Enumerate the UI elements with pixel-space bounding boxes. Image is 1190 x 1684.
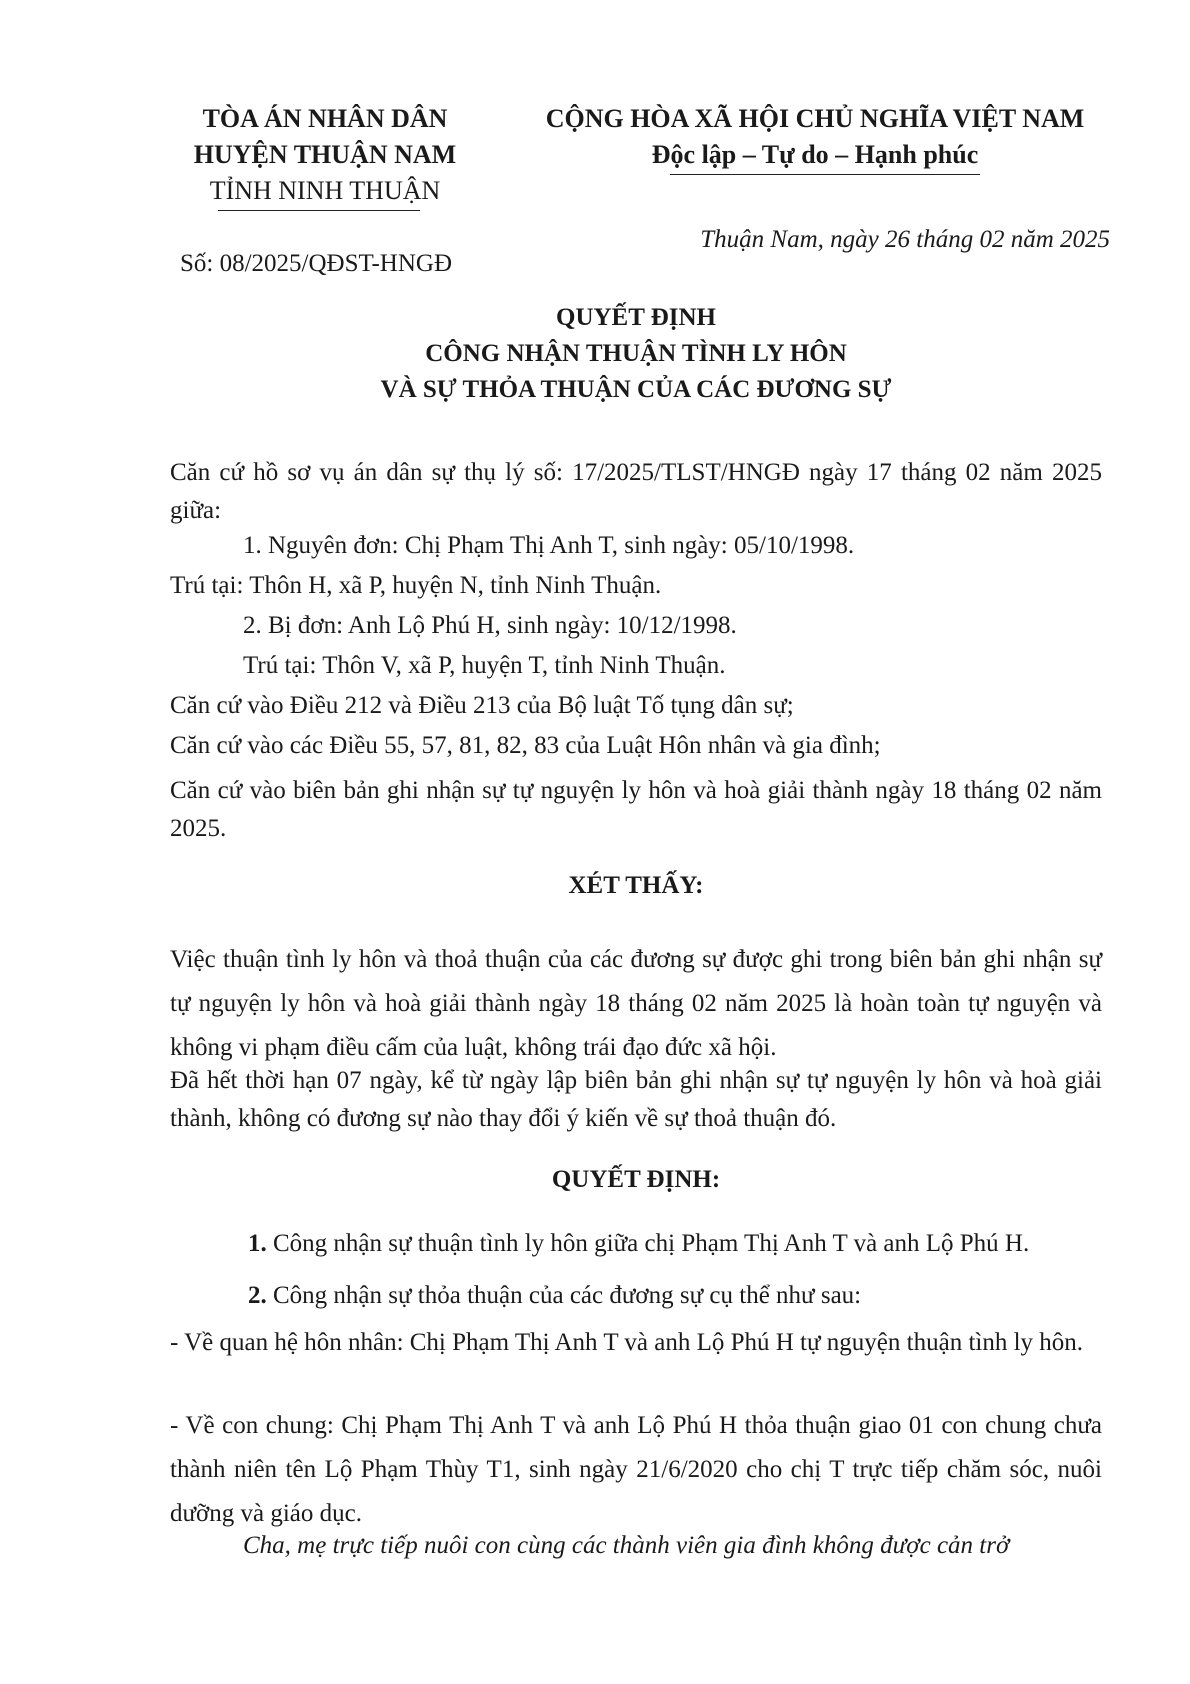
decision-item-1-number: 1.: [248, 1230, 267, 1257]
decision-item-1: [248, 1230, 1029, 1258]
decision-marriage: - Về quan hệ hôn nhân: Chị Phạm Thị Anh T và anh Lộ Phú H tự nguyện thuận tình ly hôn.: [170, 1329, 1084, 1356]
decision-heading: QUYẾT ĐỊNH:: [551, 1166, 721, 1193]
court-name-line1: TÒA ÁN NHÂN DÂN: [202, 104, 448, 133]
findings-heading: XÉT THẤY:: [568, 872, 704, 899]
document-subtitle-2: VÀ SỰ THỎA THUẬN CỦA CÁC ĐƯƠNG SỰ: [380, 376, 892, 403]
place-date: Thuận Nam, ngày 26 tháng 02 năm 2025: [700, 226, 1110, 253]
basis-law-2: Căn cứ vào các Điều 55, 57, 81, 82, 83 của Luật Hôn nhân và gia đình;: [170, 732, 881, 759]
basis-case-file: Căn cứ hồ sơ vụ án dân sự thụ lý số: 17/2025/TLST/HNGĐ ngày 17 tháng 02 năm 2025 giữa:: [170, 459, 1102, 524]
document-title: QUYẾT ĐỊNH: [556, 304, 716, 331]
court-province: TỈNH NINH THUẬN: [209, 176, 441, 205]
defendant-info: 2. Bị đơn: Anh Lộ Phú H, sinh ngày: 10/12/1998.: [243, 612, 737, 639]
document-subtitle-1: CÔNG NHẬN THUẬN TÌNH LY HÔN: [425, 340, 847, 367]
decision-item-1-text: Công nhận sự thuận tình ly hôn giữa chị Phạm Thị Anh T và anh Lộ Phú H.: [273, 1230, 1030, 1257]
basis-record: Căn cứ vào biên bản ghi nhận sự tự nguyện ly hôn và hoà giải thành ngày 18 tháng 02 năm 2025.: [170, 777, 1102, 842]
document-number: Số: 08/2025/QĐST-HNGĐ: [180, 250, 453, 277]
decision-item-2: [248, 1282, 861, 1310]
decision-children: - Về con chung: Chị Phạm Thị Anh T và anh Lộ Phú H thỏa thuận giao 01 con chung chưa thành niên tên Lộ Phạm Thùy T1, sinh ngày 21/6/2020 cho chị T trực tiếp chăm sóc, nuôi dưỡng và giáo dục.: [170, 1412, 1102, 1527]
findings-paragraph-1: Việc thuận tình ly hôn và thoả thuận của các đương sự được ghi trong biên bản ghi nhận sự tự nguyện ly hôn và hoà giải thành ngày 18 tháng 02 năm 2025 là hoàn toàn tự nguyện và không vi phạm điều cấm của luật, không trái đạo đức xã hội.: [170, 946, 1102, 1061]
decision-item-2-text: Công nhận sự thỏa thuận của các đương sự cụ thể như sau:: [273, 1282, 862, 1309]
decision-last-line: Cha, mẹ trực tiếp nuôi con cùng các thành viên gia đình không được cản trở: [243, 1532, 1010, 1559]
national-motto: Độc lập – Tự do – Hạnh phúc: [651, 140, 979, 169]
defendant-address: Trú tại: Thôn V, xã P, huyện T, tỉnh Ninh Thuận.: [243, 652, 726, 679]
national-title: CỘNG HÒA XÃ HỘI CHỦ NGHĨA VIỆT NAM: [545, 104, 1085, 133]
court-name-line2: HUYỆN THUẬN NAM: [193, 140, 457, 169]
decision-item-2-number: 2.: [248, 1282, 267, 1309]
motto-underline: [670, 174, 980, 175]
findings-paragraph-2: Đã hết thời hạn 07 ngày, kể từ ngày lập biên bản ghi nhận sự tự nguyện ly hôn và hoà giải thành, không có đương sự nào thay đổi ý kiến về sự thoả thuận đó.: [170, 1067, 1102, 1132]
court-underline: [218, 210, 420, 211]
plaintiff-address: Trú tại: Thôn H, xã P, huyện N, tỉnh Ninh Thuận.: [170, 572, 662, 599]
basis-law-1: Căn cứ vào Điều 212 và Điều 213 của Bộ luật Tố tụng dân sự;: [170, 692, 794, 719]
plaintiff-info: 1. Nguyên đơn: Chị Phạm Thị Anh T, sinh ngày: 05/10/1998.: [243, 532, 855, 559]
